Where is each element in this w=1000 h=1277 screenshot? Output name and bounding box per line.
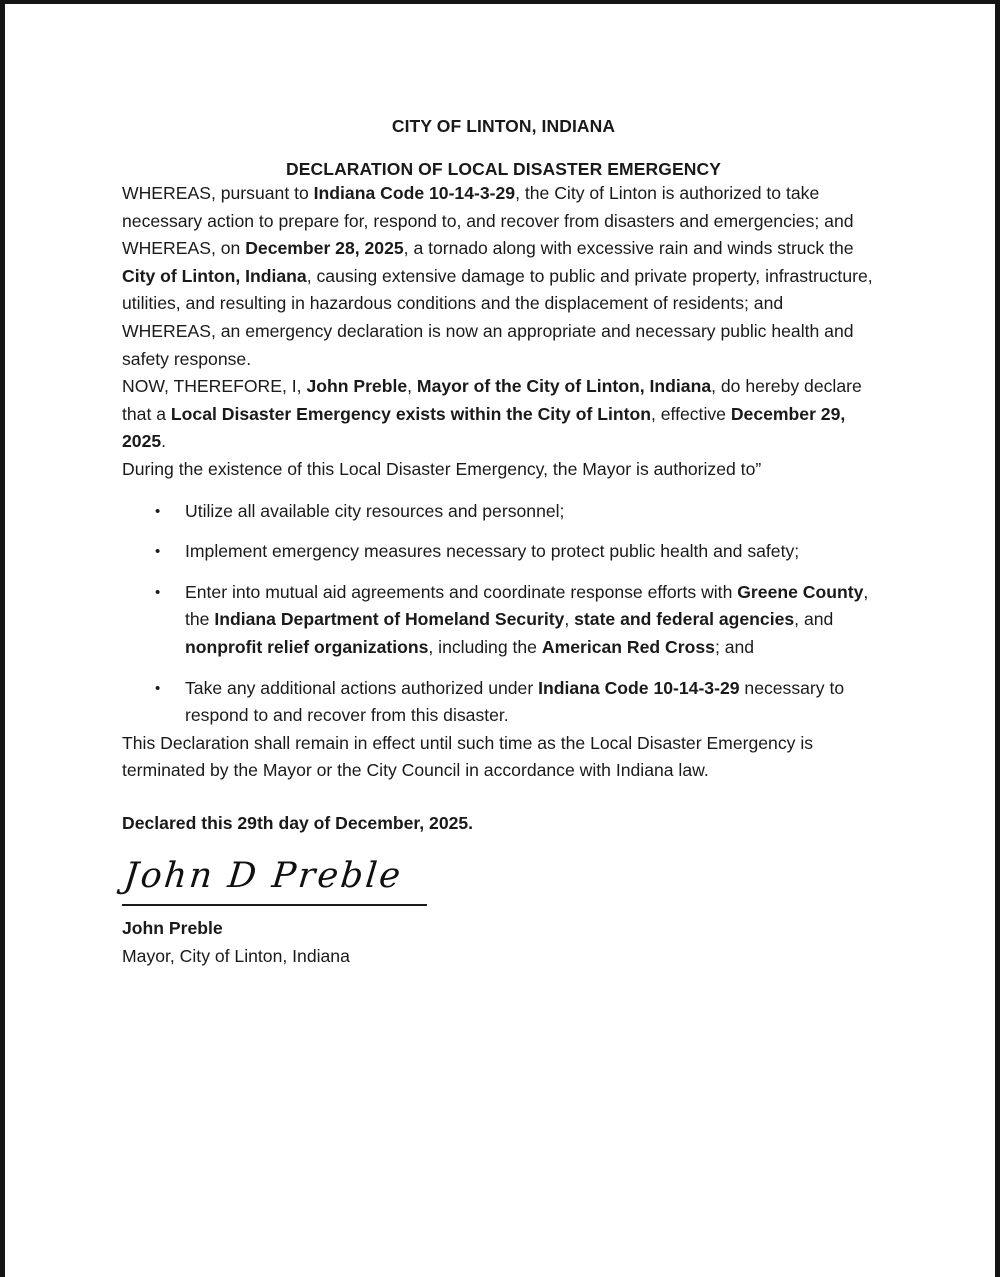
page-sheet bbox=[5, 4, 995, 1277]
now-therefore-bold-emergency: Local Disaster Emergency exists within the City of Linton bbox=[170, 403, 651, 424]
whereas-2-bold-date: December 28, 2025 bbox=[245, 238, 404, 259]
signer-name: John Preble bbox=[122, 918, 223, 939]
now-therefore-bold-effective-date: December 29, 2025 bbox=[122, 403, 846, 452]
whereas-2-text-2: , a tornado along with excessive rain and winds struck the bbox=[403, 238, 854, 259]
action-text: necessary to respond to and recover from this disaster. bbox=[185, 677, 845, 726]
action-emphasis: Indiana Department of Homeland Security bbox=[214, 609, 565, 630]
paragraph-remain-in-effect: This Declaration shall remain in effect until such time as the Local Disaster Emergency is terminated by the Mayor or the City Council in accordance with Indiana law. bbox=[122, 732, 814, 781]
now-therefore-text-3: , do hereby declare that a bbox=[122, 376, 862, 424]
action-text: Take any additional actions authorized under bbox=[185, 677, 539, 698]
authorized-action-item bbox=[122, 675, 885, 730]
bullet-icon: • bbox=[155, 543, 161, 561]
whereas-2-text-1: WHEREAS, on bbox=[122, 238, 246, 259]
authorized-actions-list bbox=[122, 498, 885, 730]
paragraph-now-therefore bbox=[122, 373, 885, 456]
whereas-1-text-2: , the City of Linton is authorized to take necessary action to prepare for, respond to, and recover from disasters and emergencies; and bbox=[122, 183, 854, 231]
now-therefore-text-4: , effective bbox=[650, 403, 731, 424]
authorized-action-text bbox=[185, 541, 799, 561]
authorized-action-text bbox=[185, 501, 564, 521]
authorized-action-item bbox=[122, 538, 885, 566]
action-text: , including the bbox=[428, 636, 542, 657]
action-emphasis: state and federal agencies bbox=[574, 609, 795, 630]
document-content bbox=[122, 116, 885, 969]
now-therefore-text-2: , bbox=[407, 376, 417, 397]
bullet-icon: • bbox=[155, 583, 161, 601]
whereas-1-text-1: WHEREAS, pursuant to bbox=[122, 183, 314, 203]
page-title-declaration: DECLARATION OF LOCAL DISASTER EMERGENCY bbox=[286, 159, 721, 179]
handwritten-signature: John D Preble bbox=[122, 856, 405, 897]
action-text: Utilize all available city resources and personnel; bbox=[185, 500, 565, 521]
declared-date-line: Declared this 29th day of December, 2025. bbox=[122, 812, 474, 833]
authorized-action-text bbox=[185, 582, 868, 657]
now-therefore-text-1: NOW, THEREFORE, I, bbox=[122, 376, 307, 397]
authorized-action-item bbox=[122, 498, 885, 526]
paragraph-whereas-1 bbox=[122, 180, 885, 235]
now-therefore-bold-name: John Preble bbox=[306, 376, 408, 397]
action-emphasis: Indiana Code 10-14-3-29 bbox=[538, 677, 740, 698]
action-emphasis: Greene County bbox=[737, 581, 864, 602]
authorized-action-item bbox=[122, 579, 885, 662]
now-therefore-text-5: . bbox=[161, 431, 167, 452]
page-title-city: CITY OF LINTON, INDIANA bbox=[391, 116, 616, 136]
whereas-2-text-3: , causing extensive damage to public and private property, infrastructure, utilities, and resulting in hazardous conditions and the displacement of residents; and bbox=[122, 265, 873, 314]
action-text: , the bbox=[185, 581, 869, 630]
bullet-icon: • bbox=[155, 502, 161, 520]
now-therefore-bold-role: Mayor of the City of Linton, Indiana bbox=[416, 376, 712, 397]
action-text: Enter into mutual aid agreements and coordinate response efforts with bbox=[185, 581, 738, 602]
action-emphasis: American Red Cross bbox=[541, 636, 715, 657]
signature-block bbox=[122, 855, 885, 969]
bullet-icon: • bbox=[155, 679, 161, 697]
action-text: , and bbox=[794, 609, 834, 630]
paragraph-whereas-3: WHEREAS, an emergency declaration is now an appropriate and necessary public health and safety response. bbox=[122, 320, 854, 369]
signer-title: Mayor, City of Linton, Indiana bbox=[122, 946, 350, 967]
action-text: ; and bbox=[714, 636, 755, 657]
action-emphasis: nonprofit relief organizations bbox=[185, 636, 429, 657]
signature-line bbox=[122, 904, 427, 906]
authorized-action-text bbox=[185, 678, 844, 726]
paragraph-during-existence: During the existence of this Local Disaster Emergency, the Mayor is authorized to” bbox=[122, 458, 762, 479]
whereas-2-bold-city: City of Linton, Indiana bbox=[122, 265, 307, 286]
paragraph-whereas-2 bbox=[122, 235, 885, 318]
action-text: , bbox=[564, 609, 575, 630]
action-text: Implement emergency measures necessary to protect public health and safety; bbox=[185, 541, 800, 562]
whereas-1-bold-indiana-code: Indiana Code 10-14-3-29 bbox=[313, 183, 516, 203]
